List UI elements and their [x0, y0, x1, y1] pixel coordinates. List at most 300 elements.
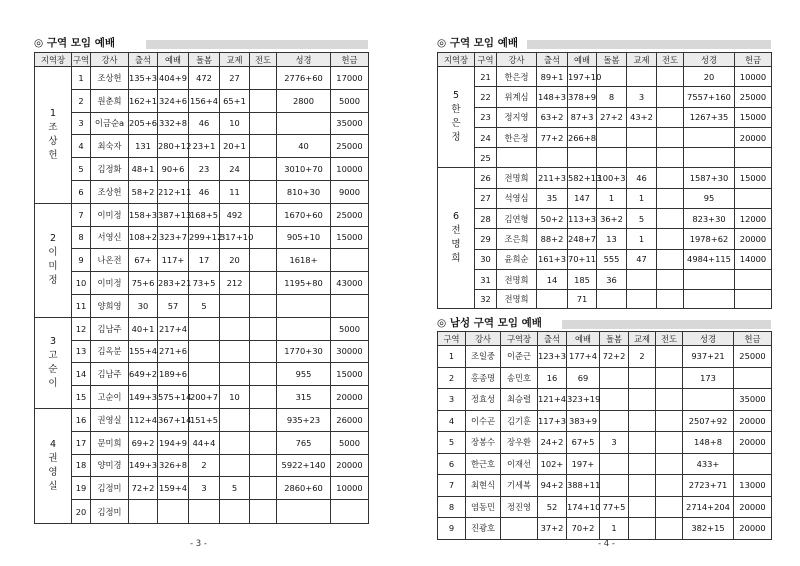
bible [684, 269, 735, 289]
table-row [35, 454, 369, 477]
section-number: 7 [72, 203, 91, 226]
section-number: 10 [72, 272, 91, 295]
offering: 20000 [331, 454, 369, 477]
offering: 15000 [735, 168, 772, 188]
leader-name: 최현식 [466, 475, 501, 497]
worship [568, 148, 597, 168]
table-row [35, 408, 369, 431]
column-header: 성경 [684, 53, 735, 67]
right-section-title-text: ◎ 구역 모임 예배 [437, 37, 518, 49]
table-row [438, 269, 772, 289]
bible [683, 389, 734, 411]
care [189, 340, 220, 363]
group-leader [438, 67, 475, 168]
table-row [438, 188, 772, 208]
group-leader-char: 이 [48, 377, 58, 389]
leader-name: 김연형 [497, 209, 537, 229]
attendance: 102+ [538, 453, 567, 475]
section-number: 4 [438, 410, 466, 432]
worship: 197+10 [568, 67, 597, 87]
column-header: 예배 [158, 53, 189, 67]
fellowship [220, 294, 250, 317]
worship: 582+13 [568, 168, 597, 188]
bible: 1267+35 [684, 107, 735, 127]
bible: 5922+140 [277, 454, 331, 477]
section-number: 16 [72, 408, 91, 431]
title-bar [562, 320, 771, 329]
table-row [35, 158, 369, 181]
column-header: 구역 [475, 53, 497, 67]
attendance: 155+4 [129, 340, 158, 363]
care: 2 [189, 454, 220, 477]
offering: 17000 [331, 67, 369, 90]
worship: 324+6 [158, 89, 189, 112]
worship: 194+9 [158, 431, 189, 454]
offering: 5000 [331, 431, 369, 454]
section-number: 15 [72, 386, 91, 409]
attendance: 50+2 [537, 209, 568, 229]
fellowship: 20 [220, 249, 250, 272]
table-row [438, 346, 772, 368]
fellowship: 5 [627, 209, 657, 229]
evangelism [250, 408, 277, 431]
bible: 382+15 [683, 518, 734, 540]
fellowship [627, 290, 657, 309]
evangelism [250, 431, 277, 454]
attendance: 149+3 [129, 386, 158, 409]
group-leader-char: 영 [48, 467, 58, 479]
bible: 935+23 [277, 408, 331, 431]
evangelism [656, 410, 683, 432]
section-number: 19 [72, 477, 91, 500]
offering: 10000 [735, 67, 772, 87]
evangelism [250, 135, 277, 158]
group-leader-char: 전 [451, 225, 461, 237]
care [600, 367, 629, 389]
column-header: 성경 [683, 332, 734, 346]
evangelism [657, 148, 684, 168]
care [597, 127, 627, 147]
evangelism [657, 188, 684, 208]
attendance [537, 148, 568, 168]
attendance: 148+3 [537, 87, 568, 107]
evangelism [656, 496, 683, 518]
offering: 14000 [735, 249, 772, 269]
attendance: 88+2 [537, 229, 568, 249]
section-number: 31 [475, 269, 497, 289]
worship: 212+11 [158, 180, 189, 203]
evangelism [656, 475, 683, 497]
table-row [438, 475, 772, 497]
offering: 15000 [735, 107, 772, 127]
attendance: 37+2 [538, 518, 567, 540]
column-header: 헌금 [735, 53, 772, 67]
header-row [438, 332, 772, 346]
leader-name: 김정미 [91, 500, 129, 524]
leader-name: 한은정 [497, 67, 537, 87]
group-leader [35, 317, 72, 408]
section-number: 28 [475, 209, 497, 229]
evangelism [657, 290, 684, 309]
worship: 113+3 [568, 209, 597, 229]
leader-name: 고순이 [91, 386, 129, 409]
offering [735, 148, 772, 168]
offering: 43000 [331, 272, 369, 295]
evangelism [657, 168, 684, 188]
attendance: 14 [537, 269, 568, 289]
attendance: 89+1 [537, 67, 568, 87]
table-row [438, 496, 772, 518]
care: 151+5 [189, 408, 220, 431]
worship: 67+5 [567, 432, 600, 454]
attendance [537, 290, 568, 309]
table-row [438, 410, 772, 432]
offering: 25000 [735, 87, 772, 107]
group-leader-char: 희 [451, 253, 461, 265]
care [189, 363, 220, 386]
leader-name: 서영신 [91, 226, 129, 249]
fellowship: 65+1 [220, 89, 250, 112]
leader-name: 전명희 [497, 168, 537, 188]
fellowship: 1 [627, 188, 657, 208]
offering: 35000 [331, 112, 369, 135]
table-row [35, 249, 369, 272]
leader-name: 양미경 [91, 454, 129, 477]
section-number: 29 [475, 229, 497, 249]
offering [331, 249, 369, 272]
attendance: 24+2 [538, 432, 567, 454]
care: 8 [597, 87, 627, 107]
evangelism [657, 107, 684, 127]
table-row [438, 518, 772, 540]
attendance: 131 [129, 135, 158, 158]
offering: 26000 [331, 408, 369, 431]
worship: 197+ [567, 453, 600, 475]
leader-name: 김정미 [91, 477, 129, 500]
fellowship [627, 127, 657, 147]
section-number: 32 [475, 290, 497, 309]
care: 23+1 [189, 135, 220, 158]
section-number: 24 [475, 127, 497, 147]
worship: 90+6 [158, 158, 189, 181]
column-header: 강사 [466, 332, 501, 346]
care: 5 [189, 294, 220, 317]
section-number: 6 [72, 180, 91, 203]
attendance: 77+2 [537, 127, 568, 147]
fellowship: 47 [627, 249, 657, 269]
care: 168+5 [189, 203, 220, 226]
section-number: 12 [72, 317, 91, 340]
bible: 148+8 [683, 432, 734, 454]
evangelism [657, 269, 684, 289]
leader-name: 조상헌 [91, 180, 129, 203]
group-leader-char: 은 [451, 118, 461, 130]
bible: 2800 [277, 89, 331, 112]
fellowship [220, 317, 250, 340]
evangelism [657, 127, 684, 147]
leader-name: 김옥분 [91, 340, 129, 363]
worship: 575+14 [158, 386, 189, 409]
table-row [35, 477, 369, 500]
section-number: 4 [72, 135, 91, 158]
evangelism [250, 67, 277, 90]
bible: 937+21 [683, 346, 734, 368]
evangelism [250, 317, 277, 340]
care: 3 [600, 432, 629, 454]
section-number: 11 [72, 294, 91, 317]
worship: 388+11 [567, 475, 600, 497]
offering [734, 453, 772, 475]
group-leader [35, 203, 72, 317]
care [597, 290, 627, 309]
leader-name: 전명희 [497, 290, 537, 309]
worship: 248+7 [568, 229, 597, 249]
attendance: 121+4 [538, 389, 567, 411]
bible: 433+ [683, 453, 734, 475]
worship: 71 [568, 290, 597, 309]
group-leader-char: 4 [49, 439, 57, 451]
leader-name [497, 148, 537, 168]
attendance: 30 [129, 294, 158, 317]
group-leader [35, 67, 72, 204]
offering: 13000 [734, 475, 772, 497]
column-header: 돌봄 [189, 53, 220, 67]
attendance: 205+6 [129, 112, 158, 135]
care: 13 [597, 229, 627, 249]
group-leader-char: 고 [48, 349, 58, 361]
group-leader-char: 2 [49, 233, 57, 245]
care: 200+7 [189, 386, 220, 409]
leader-name: 조일중 [466, 346, 501, 368]
bible: 173 [683, 367, 734, 389]
fellowship [220, 408, 250, 431]
section-number: 2 [438, 367, 466, 389]
evangelism [656, 518, 683, 540]
care: 1 [600, 518, 629, 540]
leader-name: 나온전 [91, 249, 129, 272]
section-number: 30 [475, 249, 497, 269]
worship: 189+6 [158, 363, 189, 386]
care [597, 67, 627, 87]
leader-name: 김남주 [91, 363, 129, 386]
table-row [35, 203, 369, 226]
care: 23 [189, 158, 220, 181]
fellowship [220, 340, 250, 363]
worship: 332+8 [158, 112, 189, 135]
section-number: 7 [438, 475, 466, 497]
evangelism [656, 346, 683, 368]
offering [735, 188, 772, 208]
attendance: 117+3 [538, 410, 567, 432]
bible: 810+30 [277, 180, 331, 203]
offering: 9000 [331, 180, 369, 203]
attendance: 75+6 [129, 272, 158, 295]
bible [684, 148, 735, 168]
table-row [35, 363, 369, 386]
care: 100+3 [597, 168, 627, 188]
table-row [35, 112, 369, 135]
fellowship: 5 [220, 477, 250, 500]
table-row [438, 432, 772, 454]
evangelism [657, 67, 684, 87]
group-leader-char: 상 [48, 135, 58, 147]
section-number: 9 [438, 518, 466, 540]
fellowship [627, 269, 657, 289]
column-header: 구역 [72, 54, 90, 65]
group-leader-char: 6 [452, 211, 460, 223]
worship: 266+8 [568, 127, 597, 147]
offering: 15000 [331, 226, 369, 249]
fellowship: 10 [220, 386, 250, 409]
group-leader-char: 권 [48, 453, 58, 465]
table-row [35, 500, 369, 524]
worship: 367+14 [158, 408, 189, 431]
offering: 12000 [735, 209, 772, 229]
section-number: 27 [475, 188, 497, 208]
group-head: 김기훈 [501, 410, 538, 432]
evangelism [250, 340, 277, 363]
worship: 185 [568, 269, 597, 289]
evangelism [656, 453, 683, 475]
column-header: 헌금 [734, 332, 772, 346]
table-row [35, 89, 369, 112]
section-number: 2 [72, 89, 91, 112]
fellowship [629, 410, 656, 432]
offering [331, 500, 369, 524]
men-group-table [437, 331, 772, 540]
evangelism [657, 229, 684, 249]
column-header: 지역장 [438, 53, 475, 67]
leader-name: 문미희 [91, 431, 129, 454]
column-header: 출석 [537, 53, 568, 67]
care: 299+12 [189, 226, 220, 249]
worship: 57 [158, 294, 189, 317]
attendance: 135+3 [129, 67, 158, 90]
evangelism [656, 432, 683, 454]
evangelism [250, 89, 277, 112]
bible: 905+10 [277, 226, 331, 249]
care: 72+2 [600, 346, 629, 368]
group-head: 이준근 [501, 346, 538, 368]
leader-name: 이미정 [91, 203, 129, 226]
worship: 147 [568, 188, 597, 208]
header-row [438, 53, 772, 67]
title-bar [146, 40, 368, 49]
group-leader-char: 실 [48, 481, 58, 493]
title-bar [527, 40, 771, 49]
section-number: 20 [72, 500, 91, 524]
worship: 378+9 [568, 87, 597, 107]
fellowship: 24 [220, 158, 250, 181]
bible: 1770+30 [277, 340, 331, 363]
fellowship: 492 [220, 203, 250, 226]
table-row [35, 340, 369, 363]
care [600, 389, 629, 411]
table-row [35, 135, 369, 158]
offering: 20000 [735, 229, 772, 249]
table-row [35, 386, 369, 409]
group-leader-char: 순 [48, 363, 58, 375]
section-number: 17 [72, 431, 91, 454]
fellowship: 2 [629, 346, 656, 368]
leader-name: 정지영 [497, 107, 537, 127]
evangelism [250, 226, 277, 249]
offering: 10000 [331, 158, 369, 181]
left-group-table [34, 52, 369, 524]
evangelism [250, 272, 277, 295]
table-row [438, 168, 772, 188]
table-row [35, 294, 369, 317]
worship: 271+6 [158, 340, 189, 363]
group-head: 정진영 [501, 496, 538, 518]
leader-name: 장봉수 [466, 432, 501, 454]
leader-name: 석영심 [497, 188, 537, 208]
worship: 323+7 [158, 226, 189, 249]
column-header: 교제 [629, 332, 656, 346]
table-row [35, 180, 369, 203]
fellowship: 317+10 [220, 226, 250, 249]
fellowship [629, 453, 656, 475]
section-number: 21 [475, 67, 497, 87]
men-section-title-text: ◎ 남성 구역 모임 예배 [437, 317, 542, 329]
care: 555 [597, 249, 627, 269]
leader-name: 위계심 [497, 87, 537, 107]
worship: 174+10 [567, 496, 600, 518]
care: 472 [189, 67, 220, 90]
group-head: 이재선 [501, 453, 538, 475]
table-row [438, 229, 772, 249]
evangelism [250, 363, 277, 386]
section-number: 1 [72, 67, 91, 90]
fellowship [629, 475, 656, 497]
offering [331, 294, 369, 317]
section-number: 23 [475, 107, 497, 127]
fellowship [220, 363, 250, 386]
leader-name: 권영실 [91, 408, 129, 431]
fellowship: 20+1 [220, 135, 250, 158]
men-section-title [437, 315, 771, 329]
fellowship: 10 [220, 112, 250, 135]
leader-name: 최숙자 [91, 135, 129, 158]
column-header: 교제 [627, 53, 657, 67]
evangelism [657, 249, 684, 269]
bible: 95 [684, 188, 735, 208]
worship: 70+11 [568, 249, 597, 269]
evangelism [656, 389, 683, 411]
attendance [129, 500, 158, 524]
left-section-title-text: ◎ 구역 모임 예배 [34, 37, 115, 49]
section-number: 1 [438, 346, 466, 368]
table-row [438, 209, 772, 229]
group-leader-char: 헌 [48, 149, 58, 161]
section-number: 8 [72, 226, 91, 249]
offering: 35000 [734, 389, 772, 411]
group-leader-char: 조 [48, 121, 58, 133]
leader-name: 양희영 [91, 294, 129, 317]
table-row [438, 453, 772, 475]
leader-name: 김정화 [91, 158, 129, 181]
leader-name: 홍종명 [466, 367, 501, 389]
attendance: 112+4 [129, 408, 158, 431]
fellowship [629, 389, 656, 411]
attendance: 108+2 [129, 226, 158, 249]
section-number: 18 [72, 454, 91, 477]
worship: 323+19 [567, 389, 600, 411]
fellowship: 46 [627, 168, 657, 188]
evangelism [250, 203, 277, 226]
section-number: 3 [72, 112, 91, 135]
leader-name: 원춘희 [91, 89, 129, 112]
